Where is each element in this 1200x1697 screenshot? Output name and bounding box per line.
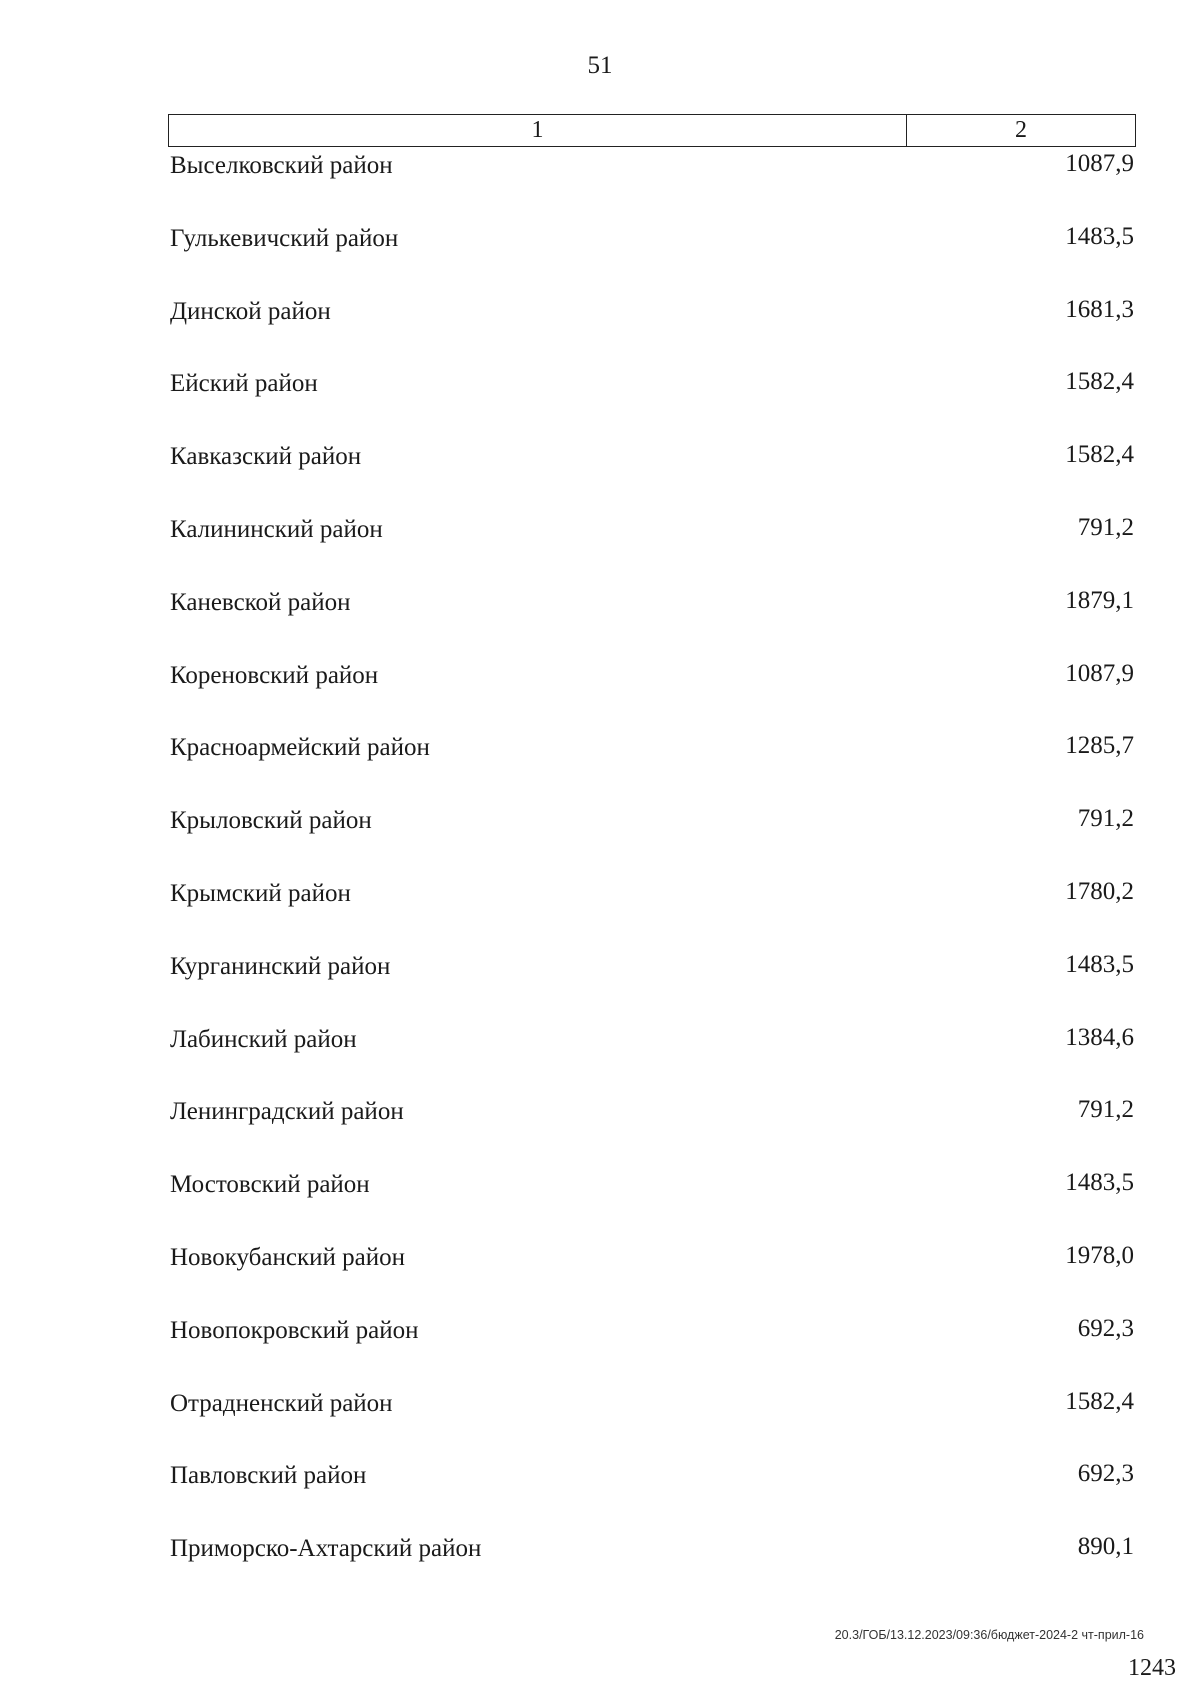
table-row bbox=[168, 1313, 1136, 1386]
district-name: Каневской район bbox=[170, 588, 351, 616]
district-value: 791,2 bbox=[1077, 805, 1134, 833]
table-row bbox=[168, 949, 1136, 1022]
district-name: Кореновский район bbox=[170, 661, 379, 689]
table-header bbox=[168, 114, 1136, 147]
district-value: 791,2 bbox=[1077, 1096, 1134, 1124]
district-name: Ленинградский район bbox=[170, 1098, 404, 1126]
district-value: 1879,1 bbox=[1065, 586, 1134, 614]
district-value: 1384,6 bbox=[1065, 1023, 1134, 1051]
district-value: 1483,5 bbox=[1065, 222, 1134, 250]
district-value: 692,3 bbox=[1077, 1314, 1134, 1342]
table-row bbox=[168, 148, 1136, 221]
table-row bbox=[168, 221, 1136, 294]
district-name: Отрадненский район bbox=[170, 1389, 393, 1417]
district-name: Новокубанский район bbox=[170, 1243, 405, 1271]
district-value: 1087,9 bbox=[1065, 659, 1134, 687]
district-name: Ейский район bbox=[170, 370, 318, 398]
district-value: 1582,4 bbox=[1065, 441, 1134, 469]
district-name: Калининский район bbox=[170, 515, 383, 543]
district-value: 1780,2 bbox=[1065, 877, 1134, 905]
district-name: Крымский район bbox=[170, 879, 351, 907]
table-row bbox=[168, 585, 1136, 658]
district-value: 1582,4 bbox=[1065, 1387, 1134, 1415]
table-row bbox=[168, 1022, 1136, 1095]
header-column-1: 1 bbox=[169, 115, 907, 146]
district-name: Кавказский район bbox=[170, 443, 362, 471]
table-row bbox=[168, 1458, 1136, 1531]
table-row bbox=[168, 876, 1136, 949]
table-row bbox=[168, 803, 1136, 876]
district-name: Курганинский район bbox=[170, 952, 391, 980]
district-name: Мостовский район bbox=[170, 1171, 370, 1199]
sheet-number: 1243 bbox=[1128, 1655, 1176, 1681]
table-row bbox=[168, 1167, 1136, 1240]
district-value: 1087,9 bbox=[1065, 150, 1134, 177]
table-row bbox=[168, 294, 1136, 367]
district-value: 692,3 bbox=[1077, 1460, 1134, 1488]
table-row bbox=[168, 1386, 1136, 1459]
table-row bbox=[168, 730, 1136, 803]
district-name: Лабинский район bbox=[170, 1025, 357, 1053]
table-row bbox=[168, 366, 1136, 439]
district-value: 890,1 bbox=[1077, 1533, 1134, 1561]
table-row bbox=[168, 658, 1136, 731]
table-row bbox=[168, 439, 1136, 512]
district-name: Новопокровский район bbox=[170, 1316, 419, 1344]
district-value: 1681,3 bbox=[1065, 295, 1134, 323]
district-name: Красноармейский район bbox=[170, 734, 430, 762]
document-code: 20.3/ГОБ/13.12.2023/09:36/бюджет-2024-2 чт-прил-16 bbox=[834, 1628, 1144, 1642]
table-row bbox=[168, 1531, 1136, 1604]
district-name: Выселковский район bbox=[170, 152, 393, 179]
table-row bbox=[168, 1240, 1136, 1313]
table-row bbox=[168, 512, 1136, 585]
table-row bbox=[168, 1094, 1136, 1167]
district-value: 1285,7 bbox=[1065, 732, 1134, 760]
page-number: 51 bbox=[587, 52, 613, 79]
district-name: Крыловский район bbox=[170, 807, 372, 835]
district-name: Динской район bbox=[170, 297, 331, 325]
district-value: 1978,0 bbox=[1065, 1241, 1134, 1269]
district-name: Павловский район bbox=[170, 1462, 367, 1490]
district-name: Гулькевичский район bbox=[170, 224, 399, 252]
district-value: 791,2 bbox=[1077, 513, 1134, 541]
district-value: 1483,5 bbox=[1065, 950, 1134, 978]
district-value: 1582,4 bbox=[1065, 368, 1134, 396]
table-body bbox=[168, 148, 1136, 1604]
header-column-2: 2 bbox=[1015, 117, 1027, 143]
district-value: 1483,5 bbox=[1065, 1169, 1134, 1197]
district-name: Приморско-Ахтарский район bbox=[170, 1535, 482, 1563]
